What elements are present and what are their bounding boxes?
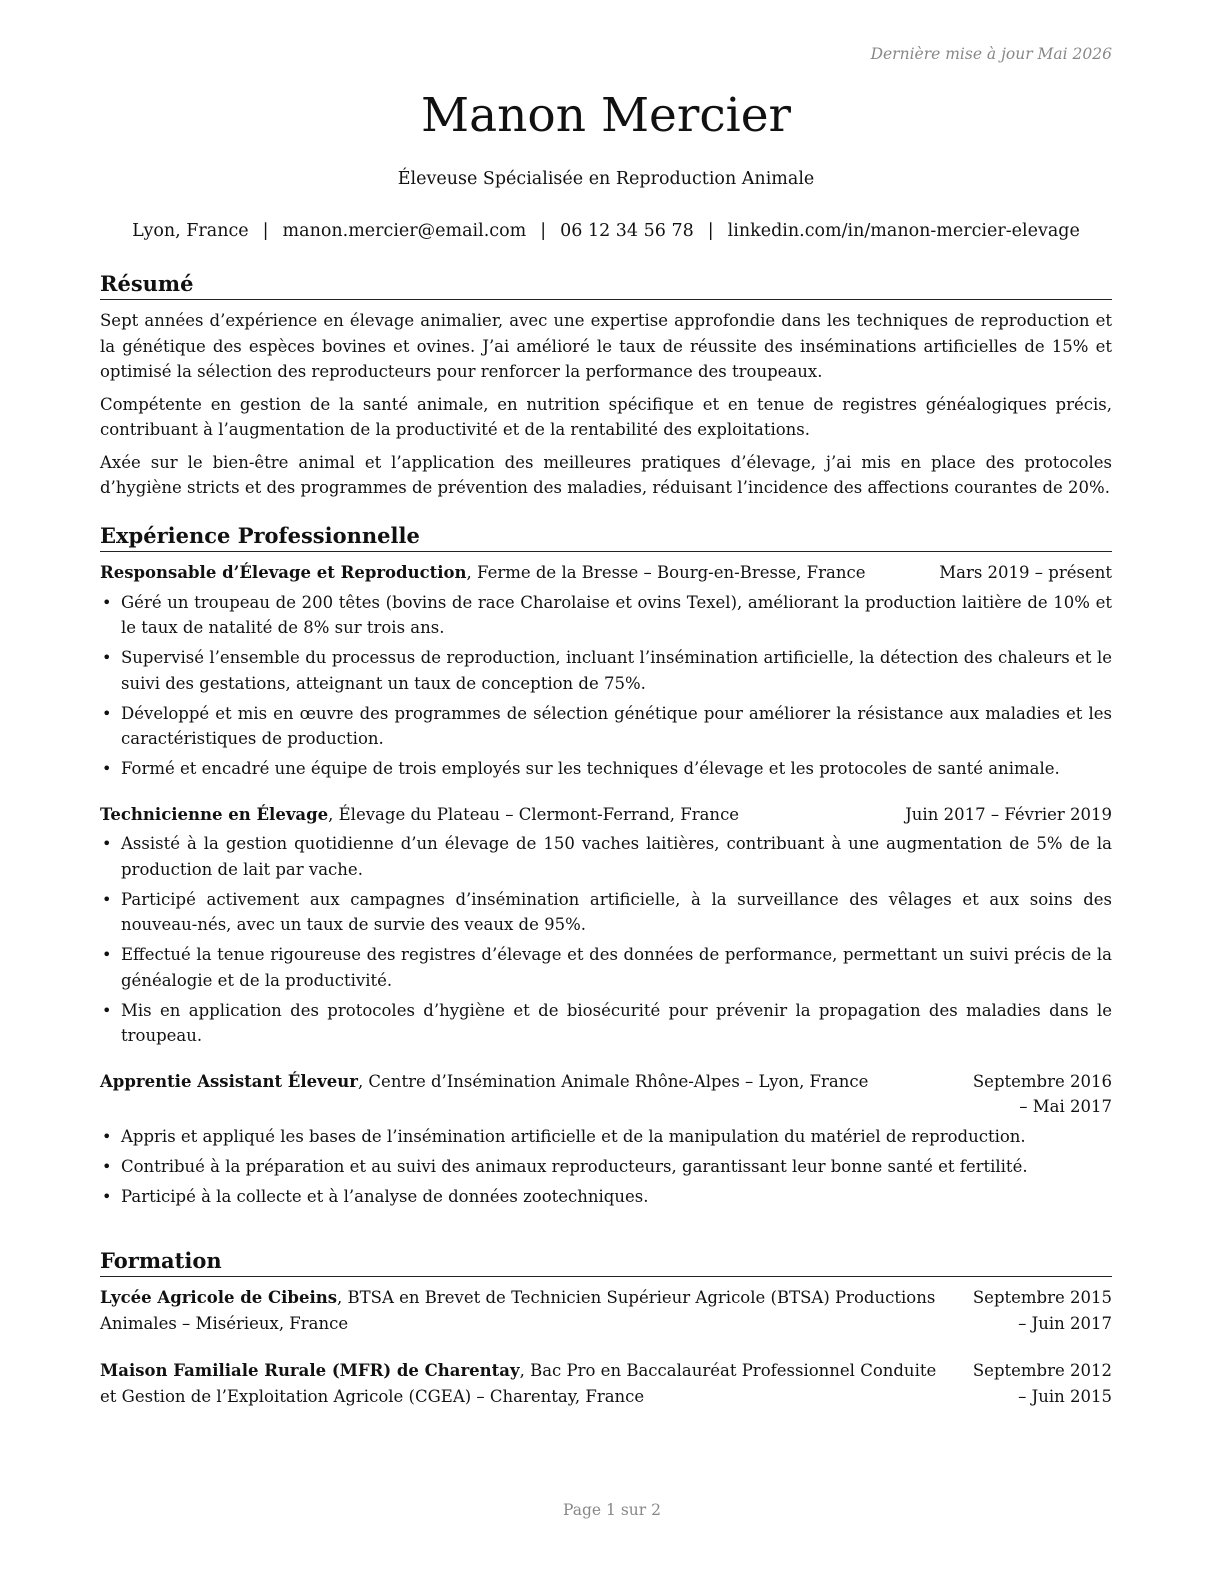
bullet-icon: • bbox=[102, 1126, 112, 1146]
contact-email[interactable]: manon.mercier@email.com bbox=[282, 221, 527, 241]
contact-separator: | bbox=[540, 221, 547, 241]
bullet-icon: • bbox=[102, 834, 112, 853]
contact-line bbox=[100, 218, 1112, 244]
education-header bbox=[100, 1358, 1112, 1409]
list-item bbox=[100, 1124, 1112, 1150]
contact-separator: | bbox=[707, 221, 714, 241]
contact-location: Lyon, France bbox=[132, 221, 249, 241]
education-heading: Formation bbox=[100, 1247, 1112, 1277]
page-number: Page 1 sur 2 bbox=[563, 1501, 661, 1519]
summary-paragraph: Compétente en gestion de la santé animale, en nutrition spécifique et en tenue de registres généalogiques précis, contribuant à l’augmentation de la productivité et de la rentabilité des exploitations. bbox=[100, 394, 1112, 439]
bullet-icon: • bbox=[102, 592, 112, 612]
bullet-text: Contribué à la préparation et au suivi des animaux reproducteurs, garantissant leur bonne santé et fertilité. bbox=[121, 1156, 1028, 1176]
experience-section bbox=[100, 522, 1112, 1229]
job-dates: Mars 2019 – présent bbox=[939, 563, 1112, 582]
summary-paragraph: Axée sur le bien-être animal et l’application des meilleures pratiques d’élevage, j’ai mis en place des protocoles d’hygiène stricts et des programmes de prévention des maladies, réduisant l’incidence des affections courantes de 20%. bbox=[100, 452, 1112, 497]
bullet-text: Formé et encadré une équipe de trois employés sur les techniques d’élevage et les protocoles de santé animale. bbox=[121, 759, 1060, 778]
bullet-text: Mis en application des protocoles d’hygiène et de biosécurité pour prévenir la propagation des maladies dans le troupeau. bbox=[121, 1000, 1112, 1045]
last-updated: Dernière mise à jour Mai 2026 bbox=[870, 45, 1112, 63]
job-entry bbox=[100, 560, 1112, 782]
bullet-icon: • bbox=[102, 759, 112, 778]
job-bullets bbox=[100, 590, 1112, 782]
list-item bbox=[100, 998, 1112, 1049]
list-item bbox=[100, 831, 1112, 882]
job-header bbox=[100, 802, 1112, 828]
contact-separator: | bbox=[262, 221, 269, 241]
job-role: Responsable d’Élevage et Reproduction bbox=[100, 563, 467, 582]
bullet-text: Supervisé l’ensemble du processus de reproduction, incluant l’insémination artificielle, la détection des chaleurs et le suivi des gestations, atteignant un taux de conception de 75%. bbox=[121, 648, 1112, 693]
list-item bbox=[100, 645, 1112, 696]
bullet-icon: • bbox=[102, 889, 112, 909]
bullet-text: Assisté à la gestion quotidienne d’un élevage de 150 vaches laitières, contribuant à une augmentation de 5% de la production de lait par vache. bbox=[121, 834, 1112, 879]
job-header bbox=[100, 560, 1112, 586]
contact-linkedin[interactable]: linkedin.com/in/manon-mercier-elevage bbox=[727, 221, 1080, 241]
list-item bbox=[100, 1154, 1112, 1180]
job-header bbox=[100, 1069, 1112, 1120]
summary-paragraph: Sept années d’expérience en élevage animalier, avec une expertise approfondie dans les techniques de reproduction et la génétique des espèces bovines et ovines. J’ai amélioré le taux de réussite des inséminations artificielles de 15% et optimisé la sélection des reproducteurs pour renforcer la performance des troupeaux. bbox=[100, 311, 1112, 381]
candidate-title: Éleveuse Spécialisée en Reproduction Animale bbox=[397, 169, 815, 189]
school-detail: , BTSA en Brevet de Technicien Supérieur Agricole (BTSA) Productions Animales – Misérieux, France bbox=[100, 1288, 936, 1333]
job-entry bbox=[100, 802, 1112, 1049]
job-dates: Septembre 2016 – Mai 2017 bbox=[972, 1071, 1112, 1116]
job-role: Apprentie Assistant Éleveur bbox=[100, 1071, 358, 1091]
bullet-icon: • bbox=[102, 1000, 112, 1020]
bullet-text: Développé et mis en œuvre des programmes de sélection génétique pour améliorer la résistance aux maladies et les caractéristiques de production. bbox=[121, 703, 1112, 748]
school-detail: , Bac Pro en Baccalauréat Professionnel Conduite et Gestion de l’Exploitation Agricole (CGEA) – Charentay, France bbox=[100, 1361, 937, 1406]
bullet-icon: • bbox=[102, 1186, 112, 1206]
job-org: , Élevage du Plateau – Clermont-Ferrand, France bbox=[328, 804, 740, 824]
education-header bbox=[100, 1285, 1112, 1336]
bullet-icon: • bbox=[102, 1156, 112, 1176]
education-dates: Septembre 2015 – Juin 2017 bbox=[972, 1288, 1112, 1333]
school-name: Lycée Agricole de Cibeins bbox=[100, 1288, 338, 1307]
summary-section bbox=[100, 270, 1112, 508]
summary-heading: Résumé bbox=[100, 270, 1112, 300]
education-entry bbox=[100, 1358, 1112, 1409]
list-item bbox=[100, 942, 1112, 993]
education-entry bbox=[100, 1285, 1112, 1336]
bullet-text: Géré un troupeau de 200 têtes (bovins de race Charolaise et ovins Texel), améliorant la production laitière de 10% et le taux de natalité de 8% sur trois ans. bbox=[121, 592, 1112, 637]
list-item bbox=[100, 887, 1112, 938]
bullet-text: Participé activement aux campagnes d’insémination artificielle, à la surveillance des vêlages et aux soins des nouveau-nés, avec un taux de survie des veaux de 95%. bbox=[121, 889, 1112, 934]
experience-heading: Expérience Professionnelle bbox=[100, 522, 1112, 552]
resume-page bbox=[100, 0, 1112, 1584]
job-org: , Ferme de la Bresse – Bourg-en-Bresse, France bbox=[466, 563, 866, 582]
bullet-icon: • bbox=[102, 945, 112, 964]
list-item bbox=[100, 1184, 1112, 1210]
candidate-name: Manon Mercier bbox=[421, 88, 791, 143]
list-item bbox=[100, 590, 1112, 641]
job-org: , Centre d’Insémination Animale Rhône-Alpes – Lyon, France bbox=[357, 1071, 869, 1091]
contact-phone[interactable]: 06 12 34 56 78 bbox=[560, 221, 694, 241]
bullet-text: Participé à la collecte et à l’analyse de données zootechniques. bbox=[121, 1186, 649, 1206]
job-bullets bbox=[100, 831, 1112, 1049]
school-name: Maison Familiale Rurale (MFR) de Charentay bbox=[100, 1361, 520, 1380]
bullet-icon: • bbox=[102, 703, 112, 723]
job-bullets bbox=[100, 1124, 1112, 1210]
education-dates: Septembre 2012 – Juin 2015 bbox=[972, 1361, 1112, 1406]
job-dates: Juin 2017 – Février 2019 bbox=[905, 804, 1112, 824]
list-item bbox=[100, 701, 1112, 752]
list-item bbox=[100, 756, 1112, 782]
bullet-icon: • bbox=[102, 648, 112, 667]
bullet-text: Effectué la tenue rigoureuse des registres d’élevage et des données de performance, permettant un suivi précis de la généalogie et de la productivité. bbox=[121, 945, 1112, 990]
bullet-text: Appris et appliqué les bases de l’insémination artificielle et de la manipulation du matériel de reproduction. bbox=[121, 1126, 1026, 1146]
job-role: Technicienne en Élevage bbox=[100, 804, 329, 824]
job-entry bbox=[100, 1069, 1112, 1210]
education-section bbox=[100, 1247, 1112, 1431]
